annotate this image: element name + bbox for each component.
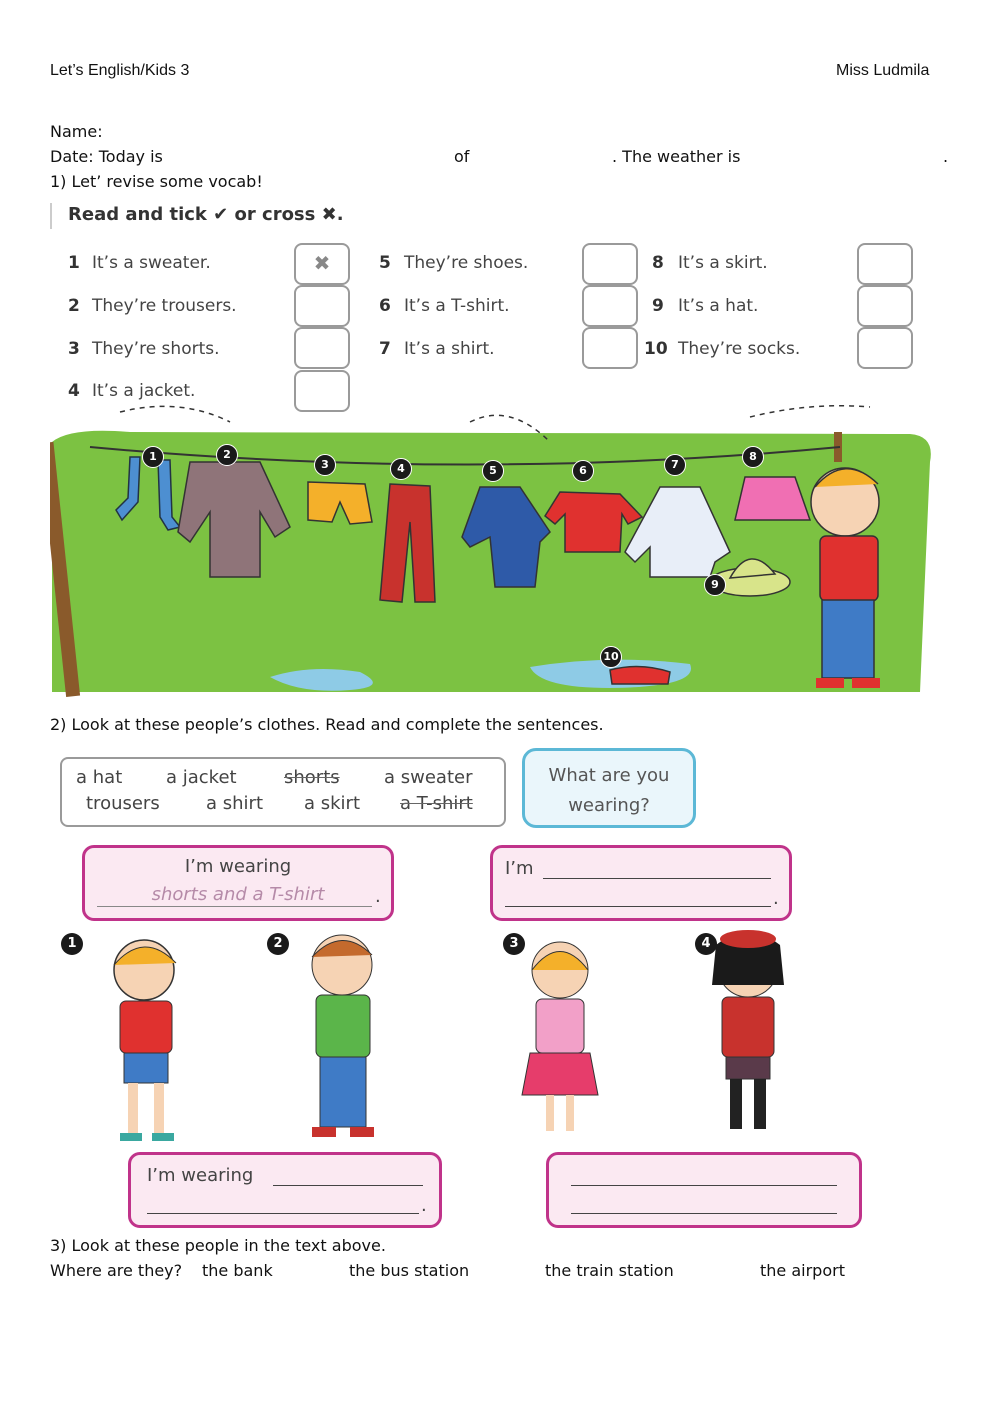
tick-box-9[interactable] [857,285,913,327]
item-text: They’re trousers. [92,296,237,316]
item-text: It’s a shirt. [404,339,495,359]
scene-number: 3 [314,454,336,476]
scene-number: 10 [600,646,622,668]
person-number: 4 [695,933,717,955]
tick-instruction: Read and tick ✔ or cross ✖. [68,204,344,225]
of-label: of [454,147,470,166]
tick-box-10[interactable] [857,327,913,369]
where-question: Where are they? [50,1261,183,1280]
weather-label: . The weather is [612,147,741,166]
item-text: They’re shorts. [92,339,220,359]
answer-line[interactable] [147,1213,419,1214]
answer-line [97,906,372,907]
place-option: the train station [545,1261,674,1280]
header-left: Let’s English/Kids 3 [50,62,190,79]
item-number: 7 [379,339,391,359]
header-right: Miss Ludmila [836,62,930,79]
bubble-dot: . [773,888,779,909]
bubble-dot: . [375,886,381,907]
tick-box-6[interactable] [582,285,638,327]
end-dot: . [943,147,949,166]
answer-line[interactable] [571,1213,837,1214]
word-chip: trousers [86,793,160,814]
person-number: 3 [503,933,525,955]
section2-title: 2) Look at these people’s clothes. Read and complete the sentences. [50,715,604,734]
item-number: 8 [652,253,664,273]
tick-box-2[interactable] [294,285,350,327]
bubble-prefix: I’m wearing [184,856,292,877]
speech-bubble-4 [546,1152,862,1228]
item-text: It’s a sweater. [92,253,211,273]
tick-box-1[interactable] [294,243,350,285]
scene-number: 1 [142,446,164,468]
scene-number: 5 [482,460,504,482]
cross-icon: ✖ [313,251,331,275]
item-text: It’s a hat. [678,296,759,316]
answer-line[interactable] [543,878,771,879]
place-option: the bus station [349,1261,470,1280]
item-number: 1 [68,253,80,273]
item-text: It’s a T-shirt. [404,296,510,316]
word-chip: a jacket [166,767,237,788]
name-label: Name: [50,122,103,141]
place-option: the airport [760,1261,845,1280]
question-bubble [522,748,696,828]
scene-number: 6 [572,460,594,482]
scene-number: 2 [216,444,238,466]
word-chip: a shirt [206,793,263,814]
person-number: 2 [267,933,289,955]
scene-number: 8 [742,446,764,468]
answer-line[interactable] [273,1185,423,1186]
person-number: 1 [61,933,83,955]
section1-title: 1) Let’ revise some vocab! [50,172,263,191]
children-illustration [80,925,840,1147]
item-text: It’s a skirt. [678,253,768,273]
speech-bubble-1 [82,845,394,921]
date-label: Date: Today is [50,147,163,166]
clothesline-illustration [50,402,950,700]
word-chip-used: shorts [284,767,340,788]
bubble-prefix: I’m [505,858,534,879]
section3-title: 3) Look at these people in the text above. [50,1236,386,1255]
speech-bubble-2 [128,1152,442,1228]
bubble-prefix: I’m wearing [147,1165,254,1186]
tick-box-3[interactable] [294,327,350,369]
word-bank [60,757,506,827]
word-chip: a hat [76,767,123,788]
item-number: 2 [68,296,80,316]
item-number: 10 [644,339,668,359]
item-number: 4 [68,381,80,401]
word-chip-used: a T-shirt [400,793,473,814]
item-number: 5 [379,253,391,273]
item-text: It’s a jacket. [92,381,196,401]
word-chip: a skirt [304,793,361,814]
children-scene [80,925,840,1147]
question-text: What are you wearing? [548,765,670,816]
item-number: 9 [652,296,664,316]
item-number: 3 [68,339,80,359]
item-text: They’re socks. [678,339,801,359]
tick-box-7[interactable] [582,327,638,369]
scene-number: 4 [390,458,412,480]
word-chip: a sweater [384,767,473,788]
tick-box-5[interactable] [582,243,638,285]
speech-bubble-3 [490,845,792,921]
tick-box-8[interactable] [857,243,913,285]
item-number: 6 [379,296,391,316]
title-bar [50,203,52,229]
clothesline-scene [50,402,950,700]
item-text: They’re shoes. [404,253,529,273]
answer-line[interactable] [571,1185,837,1186]
example-answer: shorts and a T-shirt [151,884,325,905]
answer-line[interactable] [505,906,771,907]
bubble-dot: . [421,1195,427,1216]
scene-number: 7 [664,454,686,476]
scene-number: 9 [704,574,726,596]
place-option: the bank [202,1261,273,1280]
